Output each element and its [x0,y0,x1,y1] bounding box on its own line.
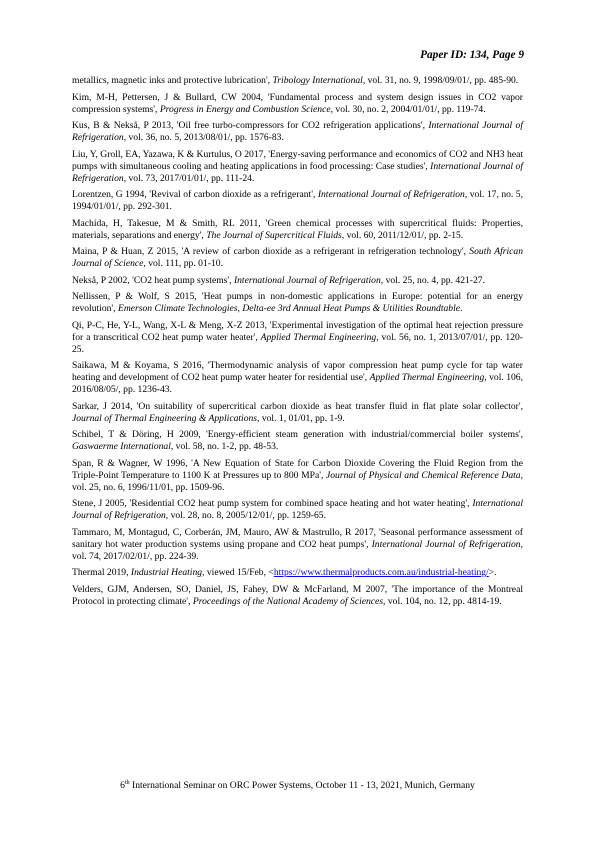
reference-entry [72,320,523,356]
reference-text: Span, R & Wagner, W 1996, 'A New Equation of State for Carbon Dioxide Covering the Fluid Region from the Triple-Point Temperature to 1100 K at Pressures up to 800 MPa', [72,457,523,481]
reference-details: vol. 56, no. 1, 2013/07/01/, pp. 120-25. [72,331,523,355]
reference-journal: Applied Thermal Engineering, [369,372,487,383]
reference-text: Kus, B & Nekså, P 2013, 'Oil free turbo-compressors for CO2 refrigeration applications', [72,120,429,131]
reference-text: Qi, P-C, He, Y-L, Wang, X-L & Meng, X-Z 2013, 'Experimental investigation of the optimal heat rejection pressure for a transcritical CO2 heat pump water heater', [72,319,523,343]
reference-text: Lorentzen, G 1994, 'Revival of carbon dioxide as a refrigerant', [72,189,318,200]
reference-text: Saikawa, M & Koyama, S 2016, 'Thermodynamic analysis of vapor compression heat pump cycle for tap water heating and development of CO2 heat pump water heater for residential use', [72,360,523,383]
reference-entry [72,246,523,270]
reference-journal: Progress in Energy and Combustion Science, [159,103,334,115]
reference-journal: International Journal of Refrigeration, [72,498,523,521]
reference-entry [72,360,523,396]
reference-text: Machida, H, Takesue, M & Smith, RL 2011, 'Green chemical processes with supercritical fluids: Properties, materials, separations and energy', [72,217,523,241]
footer-ordinal-number: 6 [120,780,125,791]
reference-entry [72,498,523,522]
reference-text: Tammaro, M, Montagud, C, Corberán, JM, Mauro, AW & Mastrullo, R 2017, 'Seasonal performance assessment of sanitary hot water production systems using propane and CO2 heat pumps', [72,526,523,550]
reference-text: metallics, magnetic inks and protective lubrication', [72,75,273,86]
reference-text: Stene, J 2005, 'Residential CO2 heat pump system for combined space heating and hot water heating', [72,498,473,509]
reference-details: vol. 30, no. 2, 2004/01/01/, pp. 119-74. [333,103,486,115]
reference-list [72,75,523,612]
reference-details: vol. 28, no. 8, 2005/12/01/, pp. 1259-65. [168,510,326,521]
reference-entry [72,401,523,425]
reference-journal: International Journal of Refrigeration, [233,274,384,286]
reference-entry [72,458,523,494]
reference-entry [72,218,523,242]
reference-journal: The Journal of Supercritical Fluids, [206,229,345,241]
reference-journal: International Journal of Refrigeration, [317,189,468,200]
reference-text: Kim, M-H, Pettersen, J & Bullard, CW 2004, 'Fundamental process and system design issues in CO2 vapor compression systems', [72,91,523,115]
reference-details: vol. 104, no. 12, pp. 4814-19. [385,595,502,607]
page-number-label: , Page 9 [486,49,524,61]
reference-entry [72,291,523,315]
reference-text: Maina, P & Huan, Z 2015, 'A review of carbon dioxide as a refrigerant in refrigeration technology', [72,246,470,257]
reference-details: vol. 17, no. 5, 1994/01/01/, pp. 292-301. [72,189,523,212]
reference-entry [72,120,523,144]
reference-journal: International Journal of Refrigeration, [72,120,523,143]
paper-id-label: Paper ID: 134 [420,49,487,61]
reference-journal: Proceedings of the National Academy of Sciences, [192,595,386,607]
reference-entry [72,149,523,185]
reference-text: Thermal 2019, [72,567,131,578]
reference-details: vol. 58, no. 1-2, pp. 48-53. [173,441,279,452]
reference-text: Nellissen, P & Wolf, S 2015, 'Heat pumps in non-domestic applications in Europe: potential for an energy revolution', [72,291,523,314]
reference-text: Nekså, P 2002, 'CO2 heat pump systems', [72,274,234,286]
reference-journal: Industrial Heating, [130,567,205,578]
reference-details: vol. 74, 2017/02/01/, pp. 224-39. [72,550,199,562]
reference-journal: Tribology International, [272,75,366,86]
reference-entry [72,584,523,608]
reference-entry [72,567,523,579]
reference-entry [72,527,523,563]
reference-details: vol. 73, 2017/01/01/, pp. 111-24. [126,172,255,184]
reference-details-end: >. [488,567,497,578]
page-header [420,49,524,61]
reference-entry [72,429,523,453]
reference-journal: Applied Thermal Engineering, [260,331,379,343]
reference-text: Sarkar, J 2014, 'On suitability of supercritical carbon dioxide as heat transfer fluid in flat plate solar collector', [72,400,523,412]
reference-journal: International Journal of Refrigeration, [72,160,524,184]
reference-text: Liu, Y, Groll, EA, Yazawa, K & Kurtulus, O 2017, 'Energy-saving performance and economics of CO2 and NH3 heat pumps with simultaneous cooling and heating applications in food processing: Case studies', [72,148,523,172]
footer-text: International Seminar on ORC Power Systems, October 11 - 13, 2021, Munich, Germany [129,780,475,791]
reference-entry [72,92,523,116]
reference-details: vol. 36, no. 5, 2013/08/01/, pp. 1576-83. [126,132,284,143]
reference-journal: Gaswaerme International, [72,441,174,452]
reference-journal: Emerson Climate Technologies, Delta-ee 3rd Annual Heat Pumps & Utilities Roundtable [117,303,461,314]
reference-details: vol. 60, 2011/12/01/, pp. 2-15. [344,229,464,241]
reference-text: Velders, GJM, Andersen, SO, Daniel, JS, Fahey, DW & McFarland, M 2007, 'The importance of the Montreal Protocol in protecting climate', [72,583,523,607]
reference-journal: International Journal of Refrigeration, [371,538,523,550]
reference-details: vol. 25, no. 6, 1996/11/01, pp. 1509-96. [72,481,225,493]
reference-journal: Journal of Thermal Engineering & Applications, [72,412,260,424]
reference-details: vol. 106, 2016/08/05/, pp. 1236-43. [72,372,524,395]
reference-details: vol. 111, pp. 01-10. [145,258,223,269]
reference-details: vol. 25, no. 4, pp. 421-27. [383,274,485,286]
reference-details: . [460,303,463,314]
footer-ordinal-suffix: th [124,779,130,786]
reference-journal: South African Journal of Science, [72,246,524,269]
reference-details: viewed 15/Feb, < [204,567,274,578]
reference-details: vol. 1, 01/01, pp. 1-9. [259,412,345,424]
reference-entry [72,75,523,87]
page-footer [0,780,595,791]
reference-details: vol. 31, no. 9, 1998/09/01/, pp. 485-90. [365,75,519,86]
reference-entry [72,189,523,213]
reference-journal: Journal of Physical and Chemical Reference Data, [326,469,524,481]
reference-entry [72,275,523,287]
reference-text: Schibel, T & Döring, H 2009, 'Energy-efficient steam generation with industrial/commercial boiler systems', [72,429,523,440]
reference-link[interactable]: https://www.thermalproducts.com.au/industrial-heating/ [273,567,489,578]
